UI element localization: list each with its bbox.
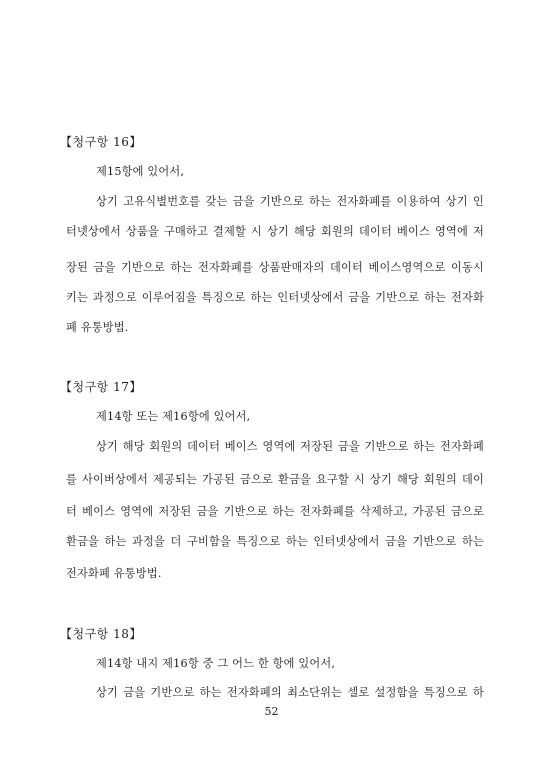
claim-17-reference: 제14항 또는 제16항에 있어서, xyxy=(96,410,251,423)
claim-17-line-4: 환금을 하는 과정을 더 구비함을 특징으로 하는 인터넷상에서 금을 기반으로 하는 xyxy=(66,535,484,548)
claim-17-line-5: 전자화폐 유통방법. xyxy=(66,567,162,580)
claim-16-reference: 제15항에 있어서, xyxy=(96,165,185,178)
claim-16-heading: 【청구항 16】 xyxy=(60,135,142,149)
claim-18-line-1: 상기 금을 기반으로 하는 전자화폐의 최소단위는 셀로 설정함을 특징으로 하 xyxy=(96,686,484,699)
claim-18-heading: 【청구항 18】 xyxy=(60,627,142,641)
claim-17-heading: 【청구항 17】 xyxy=(60,380,142,394)
page-number: 52 xyxy=(264,705,279,718)
claim-16-line-2: 터넷상에서 상품을 구매하고 결제할 시 상기 해당 회원의 데이터 베이스 영역에 저 xyxy=(66,225,484,238)
claim-16-line-4: 키는 과정으로 이루어짐을 특징으로 하는 인터넷상에서 금을 기반으로 하는 전자화 xyxy=(66,291,484,304)
claim-17-line-3: 터 베이스 영역에 저장된 금을 기반으로 하는 전자화폐를 삭제하고, 가공된 금으로 xyxy=(66,505,484,518)
claim-16-line-1: 상기 고유식별번호를 갖는 금을 기반으로 하는 전자화폐를 이용하여 상기 인 xyxy=(96,195,484,208)
claim-17-line-1: 상기 해당 회원의 데이터 베이스 영역에 저장된 금을 기반으로 하는 전자화폐 xyxy=(96,440,484,453)
claim-18-reference: 제14항 내지 제16항 중 그 어느 한 항에 있어서, xyxy=(96,657,336,670)
claim-16-line-5: 폐 유통방법. xyxy=(66,321,129,334)
claim-17-line-2: 를 사이버상에서 제공되는 가공된 금으로 환금을 요구할 시 상기 해당 회원의 데이 xyxy=(66,473,484,486)
claim-16-line-3: 장된 금을 기반으로 하는 전자화폐를 상품판매자의 데이터 베이스영역으로 이동시 xyxy=(66,261,484,274)
